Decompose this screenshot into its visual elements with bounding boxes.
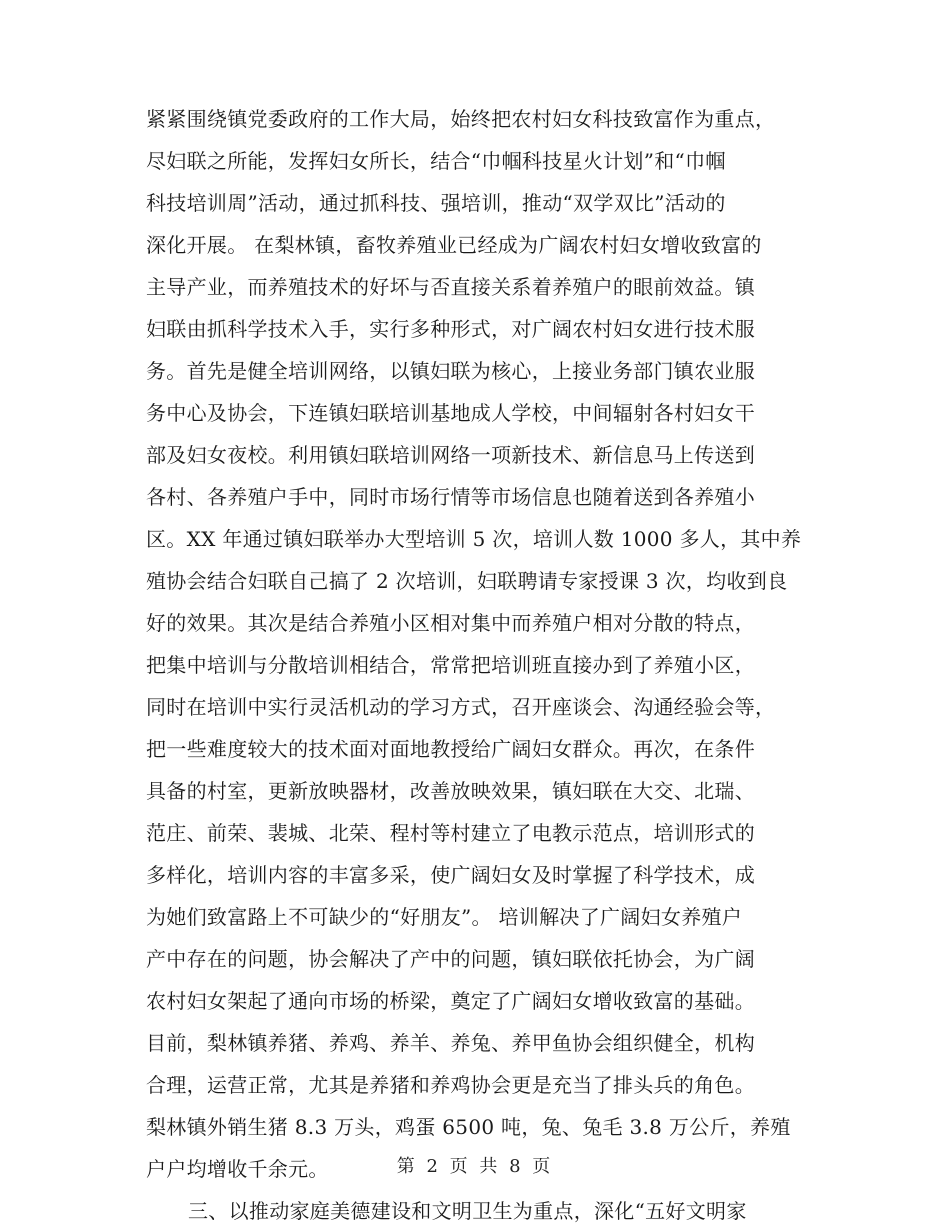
text-line: 主导产业，而养殖技术的好坏与否直接关系着养殖户的眼前效益。镇 (146, 275, 755, 299)
text-line: 好的效果。其次是结合养殖小区相对集中而养殖户相对分散的特点， (146, 611, 755, 635)
text-line: 务中心及协会，下连镇妇联培训基地成人学校，中间辐射各村妇女干 (146, 401, 755, 425)
text-line: 为她们致富路上不可缺少的“好朋友”。 培训解决了广阔妇女养殖户 (146, 905, 743, 929)
text-line: 区。XX 年通过镇妇联举办大型培训 5 次，培训人数 1000 多人，其中养 (146, 527, 802, 551)
text-line: 农村妇女架起了通向市场的桥梁，奠定了广阔妇女增收致富的基础。 (146, 989, 755, 1013)
text-line: 目前，梨林镇养猪、养鸡、养羊、养兔、养甲鱼协会组织健全，机构 (146, 1031, 755, 1055)
text-line: 多样化，培训内容的丰富多采，使广阔妇女及时掌握了科学技术，成 (146, 863, 755, 887)
text-line: 殖协会结合妇联自己搞了 2 次培训，妇联聘请专家授课 3 次，均收到良 (146, 569, 788, 593)
section-heading-line: 三、以推动家庭美德建设和文明卫生为重点，深化“五好文明家 (188, 1199, 747, 1223)
text-line: 产中存在的问题，协会解决了产中的问题，镇妇联依托协会，为广阔 (146, 947, 755, 971)
text-line: 范庄、前荣、裴城、北荣、程村等村建立了电教示范点，培训形式的 (146, 821, 755, 845)
text-line: 尽妇联之所能，发挥妇女所长，结合“巾帼科技星火计划”和“巾帼 (146, 149, 726, 173)
page-number: 第 2 页 共 8 页 (396, 1156, 554, 1177)
text-line: 妇联由抓科学技术入手，实行多种形式，对广阔农村妇女进行技术服 (146, 317, 755, 341)
document-body (146, 98, 810, 1232)
text-line: 深化开展。 在梨林镇，畜牧养殖业已经成为广阔农村妇女增收致富的 (146, 233, 762, 257)
text-line: 务。首先是健全培训网络，以镇妇联为核心，上接业务部门镇农业服 (146, 359, 755, 383)
text-line: 合理，运营正常，尤其是养猪和养鸡协会更是充当了排头兵的角色。 (146, 1073, 755, 1097)
text-line: 科技培训周”活动，通过抓科技、强培训，推动“双学双比”活动的 (146, 191, 726, 215)
text-line: 部及妇女夜校。利用镇妇联培训网络一项新技术、新信息马上传送到 (146, 443, 755, 467)
text-line: 把集中培训与分散培训相结合，常常把培训班直接办到了养殖小区， (146, 653, 755, 677)
text-line: 各村、各养殖户手中，同时市场行情等市场信息也随着送到各养殖小 (146, 485, 755, 509)
text-line: 把一些难度较大的技术面对面地教授给广阔妇女群众。再次，在条件 (146, 737, 755, 761)
text-line: 紧紧围绕镇党委政府的工作大局，始终把农村妇女科技致富作为重点， (146, 107, 776, 131)
text-line: 户户均增收千余元。 (146, 1157, 329, 1181)
text-line: 梨林镇外销生猪 8.3 万头，鸡蛋 6500 吨，兔、兔毛 3.8 万公斤，养殖 (146, 1115, 791, 1139)
text-line: 具备的村室，更新放映器材，改善放映效果，镇妇联在大交、北瑞、 (146, 779, 755, 803)
text-line: 同时在培训中实行灵活机动的学习方式，召开座谈会、沟通经验会等， (146, 695, 776, 719)
